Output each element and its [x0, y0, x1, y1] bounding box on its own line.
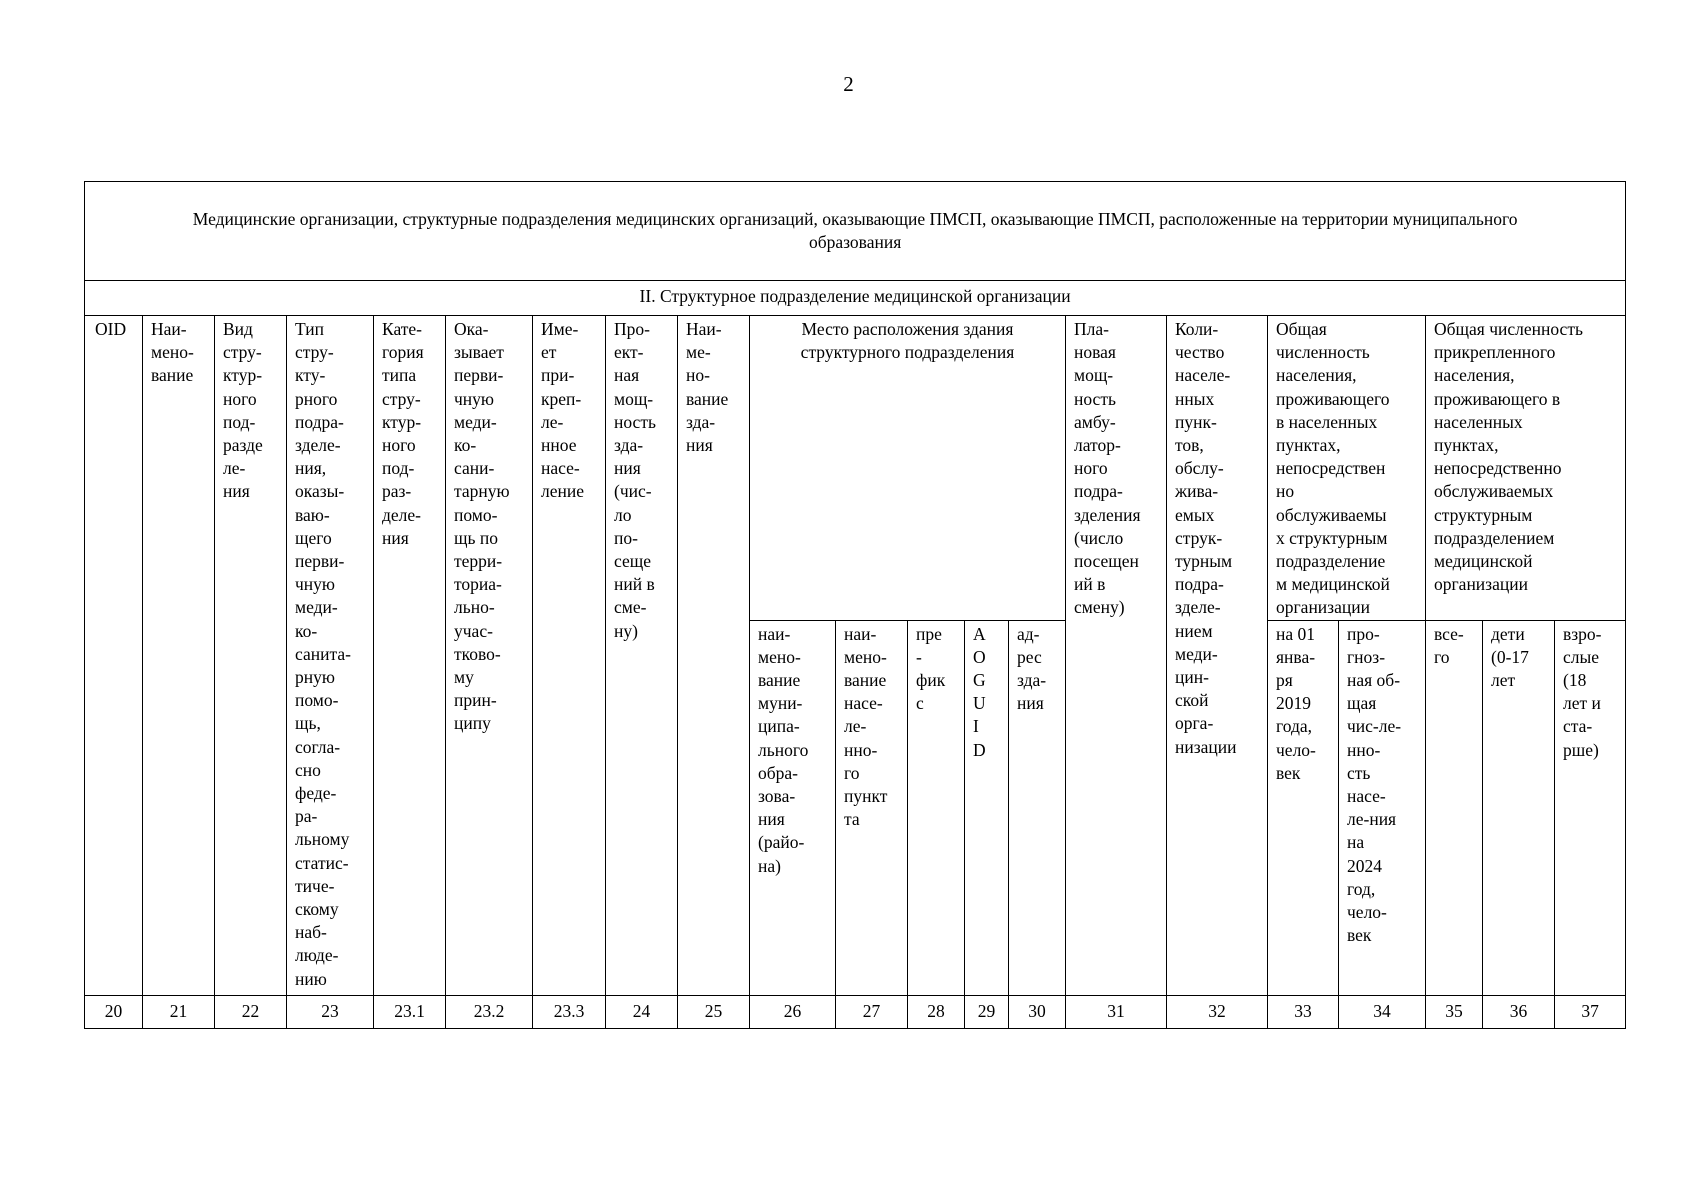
structural-units-table	[84, 181, 1626, 1029]
table-title: Медицинские организации, структурные подразделения медицинских организаций, оказывающие ПМСП, оказывающие ПМСП, расположенные на территории муниципального образования	[85, 182, 1626, 281]
column-number: 30	[1009, 995, 1066, 1028]
header-territorial-principle: Ока- зывает перви- чную меди- ко- сани- тарную помо- щь по терри- ториа- льно- учас- тково- му прин- ципу	[446, 316, 533, 996]
column-number: 22	[215, 995, 287, 1028]
column-numbers-row	[85, 995, 1626, 1028]
header-population-forecast-2024: про- гноз- ная об- щая чис-ле- нно- сть насе- ле-ния на 2024 год, чело- век	[1339, 620, 1426, 995]
header-attached-total: все- го	[1426, 620, 1483, 995]
section-heading: II. Структурное подразделение медицинской организации	[85, 281, 1626, 316]
column-number: 25	[678, 995, 750, 1028]
header-location-group: Место расположения здания структурного подразделения	[750, 316, 1066, 621]
header-aoguid: A O G U I D	[965, 620, 1009, 995]
column-number: 37	[1555, 995, 1626, 1028]
header-population-group: Общая численность населения, проживающего в населенных пунктах, непосредствен но обслуживаемы х структурным подразделение м медицинской организации	[1268, 316, 1426, 621]
page-number: 2	[843, 72, 854, 96]
column-number: 23.1	[374, 995, 446, 1028]
header-building-name: Наи- ме- но- вание зда- ния	[678, 316, 750, 996]
header-design-capacity: Про- ект- ная мощ- ность зда- ния (чис- ло по- сеще ний в сме- ну)	[606, 316, 678, 996]
header-municipality: наи- мено- вание муни- ципа- льного обра- зова- ния (райо- на)	[750, 620, 836, 995]
header-attached-adults: взро- слые (18 лет и ста- рше)	[1555, 620, 1626, 995]
column-number: 23	[287, 995, 374, 1028]
header-attached-children: дети (0-17 лет	[1483, 620, 1555, 995]
column-number: 29	[965, 995, 1009, 1028]
column-number: 28	[908, 995, 965, 1028]
header-settlements-count: Коли- чество населе- нных пунк- тов, обслу- жива- емых струк- турным подра- зделе- нием меди- цин- ской орга- низации	[1167, 316, 1268, 996]
column-number: 36	[1483, 995, 1555, 1028]
column-number: 23.3	[533, 995, 606, 1028]
header-building-address: ад- рес зда- ния	[1009, 620, 1066, 995]
column-number: 31	[1066, 995, 1167, 1028]
header-unit-kind: Вид стру- ктур- ного под- разде ле- ния	[215, 316, 287, 996]
column-number: 33	[1268, 995, 1339, 1028]
column-number: 26	[750, 995, 836, 1028]
column-number: 35	[1426, 995, 1483, 1028]
header-prefix: пре - фик с	[908, 620, 965, 995]
header-type-category: Кате- гория типа стру- ктур- ного под- раз- деле- ния	[374, 316, 446, 996]
header-name: Наи- мено- вание	[143, 316, 215, 996]
column-number: 23.2	[446, 995, 533, 1028]
header-population-2019: на 01 янва- ря 2019 года, чело- век	[1268, 620, 1339, 995]
header-planned-capacity: Пла- новая мощ- ность амбу- латор- ного подра- зделения (число посещен ий в смену)	[1066, 316, 1167, 996]
column-number: 27	[836, 995, 908, 1028]
column-number: 34	[1339, 995, 1426, 1028]
column-number: 21	[143, 995, 215, 1028]
header-unit-type: Тип стру- кту- рного подра- зделе- ния, оказы- ваю- щего перви- чную меди- ко- санита- рную помо- щь, согла- сно феде- ра- льному статис- тиче- скому наб- люде- нию	[287, 316, 374, 996]
header-settlement: наи- мено- вание насе- ле- нно- го пункт та	[836, 620, 908, 995]
header-oid: OID	[85, 316, 143, 996]
header-attached-population-group: Общая численность прикрепленного населения, проживающего в населенных пунктах, непосредственно обслуживаемых структурным подразделением медицинской организации	[1426, 316, 1626, 621]
column-number: 24	[606, 995, 678, 1028]
header-attached-population: Име- ет при- креп- ле- нное насе- ление	[533, 316, 606, 996]
column-number: 32	[1167, 995, 1268, 1028]
column-number: 20	[85, 995, 143, 1028]
